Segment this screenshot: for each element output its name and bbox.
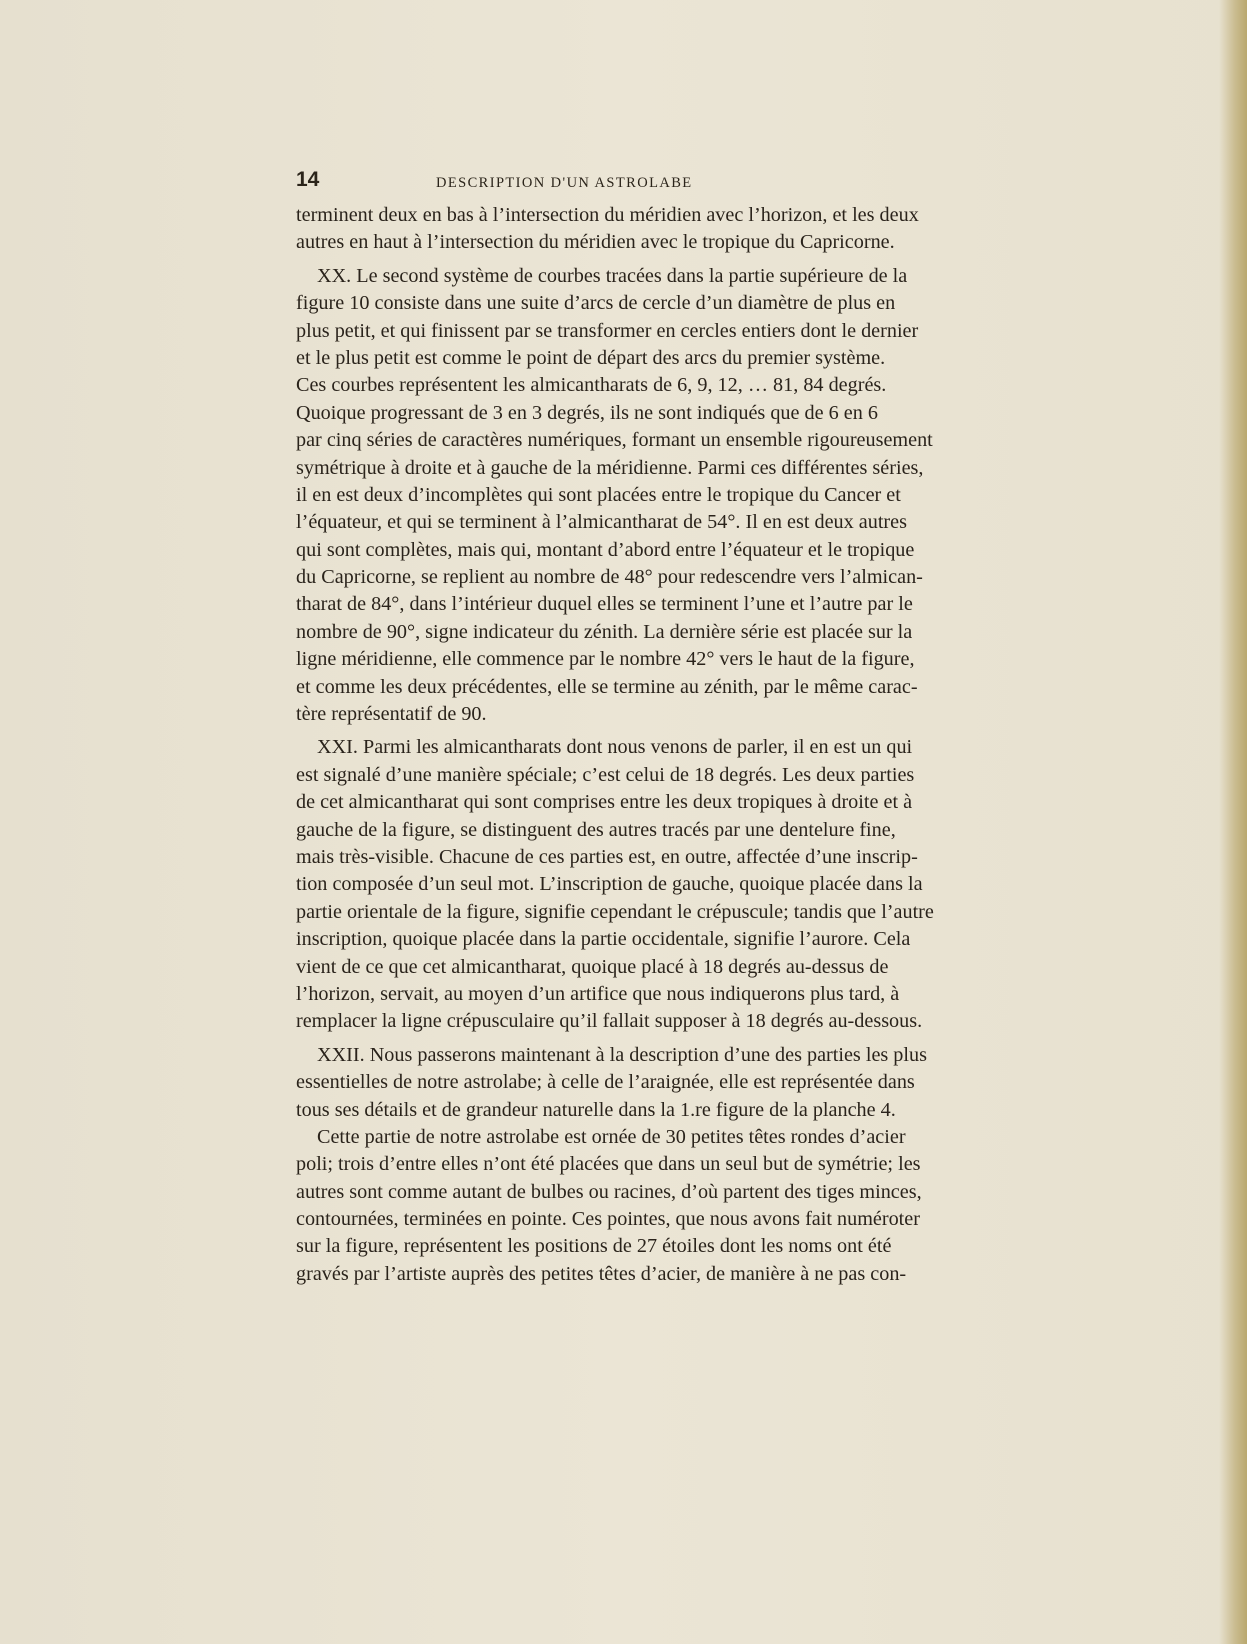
text-line: tère représentatif de 90.	[296, 703, 487, 726]
text-line: tous ses détails et de grandeur naturelle dans la 1.re figure de la planche 4.	[296, 1098, 896, 1121]
text-line: Ces courbes représentent les almicantharats de 6, 9, 12, … 81, 84 degrés.	[296, 374, 887, 397]
text-line: gravés par l’artiste auprès des petites têtes d’acier, de manière à ne pas con-	[296, 1262, 907, 1285]
text-line: contournées, terminées en pointe. Ces pointes, que nous avons fait numéroter	[296, 1208, 920, 1231]
text-line: du Capricorne, se replient au nombre de 48° pour redescendre vers l’almican-	[296, 566, 923, 589]
text-line: de cet almicantharat qui sont comprises entre les deux tropiques à droite et à	[296, 791, 913, 814]
text-line: il en est deux d’incomplètes qui sont placées entre le tropique du Cancer et	[296, 483, 901, 506]
text-line: Quoique progressant de 3 en 3 degrés, ils ne sont indiqués que de 6 en 6	[296, 401, 878, 424]
page-number: 14	[296, 168, 320, 191]
text-line: mais très-visible. Chacune de ces parties est, en outre, affectée d’une inscrip-	[296, 845, 918, 868]
text-line: essentielles de notre astrolabe; à celle de l’araignée, elle est représentée dans	[296, 1071, 915, 1094]
text-line: symétrique à droite et à gauche de la méridienne. Parmi ces différentes séries,	[296, 456, 924, 479]
text-line: Cette partie de notre astrolabe est ornée de 30 petites têtes rondes d’acier	[317, 1125, 906, 1148]
text-line: XX. Le second système de courbes tracées dans la partie supérieure de la	[317, 264, 908, 287]
body-text	[296, 202, 934, 1288]
text-line: nombre de 90°, signe indicateur du zénith. La dernière série est placée sur la	[296, 620, 913, 643]
text-line: plus petit, et qui finissent par se transformer en cercles entiers dont le dernier	[296, 319, 919, 342]
text-line: qui sont complètes, mais qui, montant d’abord entre l’équateur et le tropique	[296, 538, 915, 561]
text-line: sur la figure, représentent les positions de 27 étoiles dont les noms ont été	[296, 1235, 892, 1258]
text-line: poli; trois d’entre elles n’ont été placées que dans un seul but de symétrie; les	[296, 1153, 921, 1176]
text-line: autres en haut à l’intersection du méridien avec le tropique du Capricorne.	[296, 231, 895, 254]
page-edge-shadow	[1219, 0, 1247, 1644]
text-line: l’équateur, et qui se terminent à l’almicantharat de 54°. Il en est deux autres	[296, 511, 907, 534]
text-line: vient de ce que cet almicantharat, quoique placé à 18 degrés au-dessus de	[296, 955, 889, 978]
page-header	[296, 168, 858, 198]
text-line: gauche de la figure, se distinguent des autres tracés par une dentelure fine,	[296, 818, 896, 841]
text-line: terminent deux en bas à l’intersection du méridien avec l’horizon, et les deux	[296, 204, 919, 226]
text-line: par cinq séries de caractères numériques, formant un ensemble rigoureusement	[296, 429, 933, 452]
text-line: XXII. Nous passerons maintenant à la description d’une des parties les plus	[317, 1043, 927, 1066]
running-title: DESCRIPTION D'UN ASTROLABE	[436, 175, 693, 191]
text-line: est signalé d’une manière spéciale; c’est celui de 18 degrés. Les deux parties	[296, 763, 915, 786]
text-line: et le plus petit est comme le point de départ des arcs du premier système.	[296, 346, 886, 369]
text-line: ligne méridienne, elle commence par le nombre 42° vers le haut de la figure,	[296, 648, 915, 671]
text-line: remplacer la ligne crépusculaire qu’il fallait supposer à 18 degrés au-dessous.	[296, 1010, 923, 1033]
text-line: XXI. Parmi les almicantharats dont nous venons de parler, il en est un qui	[317, 736, 913, 759]
text-line: l’horizon, servait, au moyen d’un artifice que nous indiquerons plus tard, à	[296, 982, 900, 1005]
text-line: inscription, quoique placée dans la partie occidentale, signifie l’aurore. Cela	[296, 928, 911, 951]
text-line: tharat de 84°, dans l’intérieur duquel elles se terminent l’une et l’autre par le	[296, 593, 913, 616]
text-line: figure 10 consiste dans une suite d’arcs de cercle d’un diamètre de plus en	[296, 292, 896, 315]
text-line: tion composée d’un seul mot. L’inscription de gauche, quoique placée dans la	[296, 873, 923, 896]
text-line: partie orientale de la figure, signifie cependant le crépuscule; tandis que l’autre	[296, 900, 934, 923]
text-line: autres sont comme autant de bulbes ou racines, d’où partent des tiges minces,	[296, 1180, 922, 1203]
text-line: et comme les deux précédentes, elle se termine au zénith, par le même carac-	[296, 675, 918, 698]
